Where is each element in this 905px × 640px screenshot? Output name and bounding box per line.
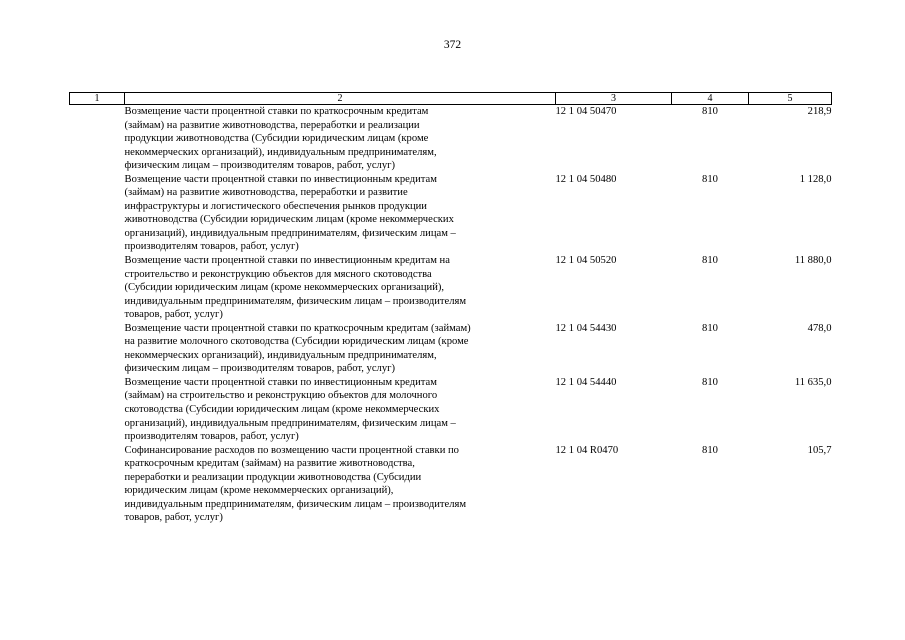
empty-cell <box>70 173 125 254</box>
description-line: (займам) на строительство и реконструкцию объектов для молочного <box>124 390 438 402</box>
expense-type-code: 810 <box>702 444 718 456</box>
description-cell <box>125 444 556 525</box>
table-body <box>70 105 832 525</box>
description-line: Возмещение части процентной ставки по инвестиционным кредитам <box>124 376 437 388</box>
description-line: инфраструктуры и логистического обеспечения рынков продукции <box>124 200 427 212</box>
page-number: 372 <box>443 39 462 51</box>
description-line: Возмещение части процентной ставки по краткосрочным кредитам <box>124 106 429 117</box>
description-cell <box>125 376 556 444</box>
column-header-3: 3 <box>556 93 672 105</box>
table-row <box>70 376 832 444</box>
description-line: товаров, работ, услуг) <box>124 309 223 321</box>
expense-type-code: 810 <box>702 322 718 334</box>
target-article-code: 12 1 04 50470 <box>555 106 617 117</box>
table-row <box>70 444 832 525</box>
description-line: индивидуальным предпринимателям, физическим лицам – производителям <box>124 498 467 510</box>
table-row <box>70 105 832 173</box>
description-line: физическим лицам – производителям товаров, работ, услуг) <box>124 363 395 375</box>
description-line: Софинансирование расходов по возмещению части процентной ставки по <box>124 444 459 456</box>
description-line: Возмещение части процентной ставки по инвестиционным кредитам <box>124 173 437 185</box>
amount-value: 218,9 <box>807 106 832 117</box>
description-cell <box>125 173 556 254</box>
target-article-code: 12 1 04 R0470 <box>555 444 619 456</box>
empty-cell <box>70 254 125 322</box>
description-line: (Субсидии юридическим лицам (кроме некоммерческих организаций), <box>124 282 445 294</box>
description-line: некоммерческих организаций), индивидуальным предпринимателям, <box>124 146 437 158</box>
description-line: Возмещение части процентной ставки по инвестиционным кредитам на <box>124 255 450 267</box>
description-line: переработки и реализации продукции животноводства (Субсидии <box>124 471 422 483</box>
column-header-5: 5 <box>749 93 832 105</box>
description-line: краткосрочным кредитам (займам) на развитие животноводства, <box>124 458 415 470</box>
table-row <box>70 254 832 322</box>
target-article-code: 12 1 04 50520 <box>555 255 617 267</box>
description-line: юридическим лицам (кроме некоммерческих организаций), <box>124 485 394 497</box>
description-line: животноводства (Субсидии юридическим лицам (кроме некоммерческих <box>124 214 454 226</box>
target-article-code: 12 1 04 54430 <box>555 322 617 334</box>
empty-cell <box>70 322 125 376</box>
header-row <box>70 93 832 105</box>
description-line: Возмещение части процентной ставки по краткосрочным кредитам (займам) <box>124 322 471 334</box>
description-line: организаций), индивидуальным предпринимателям, физическим лицам – <box>124 227 456 239</box>
description-line: на развитие молочного скотоводства (Субсидии юридическим лицам (кроме <box>124 336 469 348</box>
empty-cell <box>70 376 125 444</box>
description-line: индивидуальным предпринимателям, физическим лицам – производителям <box>124 295 467 307</box>
description-line: производителям товаров, работ, услуг) <box>124 431 299 443</box>
amount-value: 1 128,0 <box>799 173 832 185</box>
description-line: производителям товаров, работ, услуг) <box>124 241 299 253</box>
target-article-code: 12 1 04 50480 <box>555 173 617 185</box>
expense-type-code: 810 <box>702 376 718 388</box>
table-header <box>70 93 832 105</box>
amount-value: 105,7 <box>807 444 832 456</box>
column-header-1: 1 <box>70 93 125 105</box>
column-header-2: 2 <box>125 93 556 105</box>
description-cell <box>125 322 556 376</box>
description-line: (займам) на развитие животноводства, переработки и реализации <box>124 119 420 131</box>
description-line: некоммерческих организаций), индивидуальным предпринимателям, <box>124 349 437 361</box>
amount-value: 11 880,0 <box>794 255 832 267</box>
amount-value: 11 635,0 <box>794 376 832 388</box>
description-line: скотоводства (Субсидии юридическим лицам (кроме некоммерческих <box>124 404 440 416</box>
description-cell <box>125 254 556 322</box>
table-row <box>70 173 832 254</box>
description-line: (займам) на развитие животноводства, переработки и развитие <box>124 187 408 199</box>
amount-value: 478,0 <box>807 322 832 334</box>
empty-cell <box>70 444 125 525</box>
expense-type-code: 810 <box>702 106 718 117</box>
description-line: организаций), индивидуальным предпринимателям, физическим лицам – <box>124 417 456 429</box>
column-header-4: 4 <box>672 93 749 105</box>
target-article-code: 12 1 04 54440 <box>555 376 617 388</box>
expense-type-code: 810 <box>702 173 718 185</box>
description-line: продукции животноводства (Субсидии юридическим лицам (кроме <box>124 133 429 145</box>
table-row <box>70 322 832 376</box>
budget-table <box>69 92 832 525</box>
description-cell <box>125 105 556 173</box>
empty-cell <box>70 105 125 173</box>
description-line: товаров, работ, услуг) <box>124 512 223 524</box>
expense-type-code: 810 <box>702 255 718 267</box>
description-line: физическим лицам – производителям товаров, работ, услуг) <box>124 160 395 172</box>
description-line: строительство и реконструкцию объектов для мясного скотоводства <box>124 268 432 280</box>
